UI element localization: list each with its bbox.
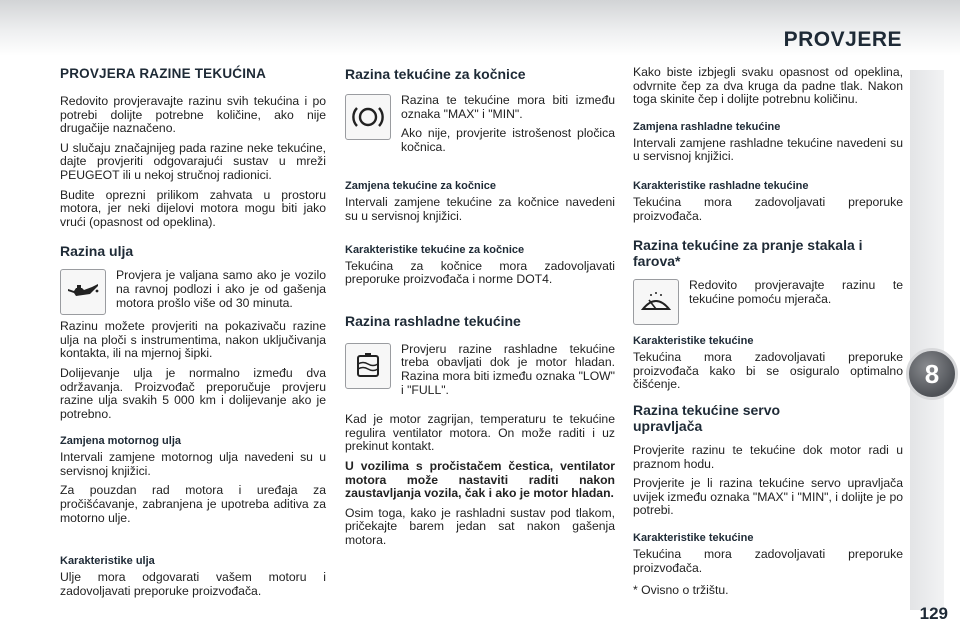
steering-spec-heading: Karakteristike tekućine [633, 531, 754, 544]
footnote: * Ovisno o tržištu. [633, 583, 729, 598]
column-1 [60, 62, 326, 604]
oil-icon-text: Provjera je valjana samo ako je vozilo na ravnoj podlozi i ako je od gašenja motora prošlo više od 30 minuta. [116, 268, 326, 310]
intro-paragraph: Redovito provjeravajte razinu svih tekućina i po potrebi dolijte potrebne količine, ako nije drugačije naznačeno. [60, 94, 326, 136]
brake-icon-text: Razina te tekućine mora biti između oznaka "MAX" i "MIN". [401, 93, 615, 121]
oil-change-paragraph: Intervali zamjene motornog ulja navedeni su u servisnoj knjižici. [60, 450, 326, 478]
oil-paragraph: Razinu možete provjeriti na pokazivaču razine ulja na ploči s instrumentima, nakon uključivanja kontakta, ili na mjernoj šipki. [60, 319, 326, 361]
coolant-change-paragraph: Intervali zamjene rashladne tekućine navedeni su u servisnoj knjižici. [633, 135, 903, 164]
sidebar-strip [910, 70, 944, 610]
oil-icon-row [60, 269, 326, 316]
washer-spec-heading: Karakteristike tekućine [633, 335, 754, 348]
washer-icon-row [633, 279, 903, 325]
brake-icon-text: Ako nije, provjerite istrošenost pločica kočnica. [401, 126, 615, 154]
washer-icon-text: Redovito provjeravajte razinu te tekućine pomoću mjerača. [689, 278, 903, 306]
column-2 [345, 62, 615, 553]
coolant-heading: Razina rashladne tekućine [345, 312, 521, 329]
coolant-warning: U vozilima s pročistačem čestica, ventilator motora može nastaviti raditi nakon zaustavljanja vozila, čak i ako je motor hladan. [345, 458, 615, 501]
coolant-paragraph: Kad je motor zagrijan, temperaturu te tekućine regulira ventilator motora. On može raditi i uz prekinut kontakt. [345, 412, 615, 454]
brake-icon-row [345, 94, 615, 160]
coolant-spec-heading: Karakteristike rashladne tekućine [633, 179, 809, 192]
coolant-spec-paragraph: Tekućina mora zadovoljavati preporuke proizvođača. [633, 194, 903, 223]
brake-warning-icon [345, 94, 391, 140]
oil-can-icon [60, 269, 106, 315]
page-number: 129 [919, 604, 948, 623]
steering-paragraph: Provjerite razinu te tekućine dok motor radi u praznom hodu. [633, 442, 903, 471]
steering-heading: Razina tekućine servo upravljača [633, 401, 781, 434]
section-title: PROVJERA RAZINE TEKUĆINA [60, 66, 267, 81]
coolant-tank-icon [345, 343, 391, 389]
steering-paragraph: Provjerite je li razina tekućine servo upravljača uvijek između oznaka "MAX" i "MIN", i dolijte je po potrebi. [633, 476, 903, 518]
brake-spec-heading: Karakteristike tekućine za kočnice [345, 243, 525, 256]
windscreen-washer-icon [633, 279, 679, 325]
coolant-paragraph: Osim toga, kako je rashladni sustav pod tlakom, pričekajte barem jedan sat nakon gašenja motora. [345, 505, 615, 547]
oil-change-paragraph: Za pouzdan rad motora i uređaja za pročišćavanje, zabranjena je upotreba aditiva za motorno ulje. [60, 483, 326, 525]
brake-change-heading: Zamjena tekućine za kočnice [345, 180, 497, 193]
chapter-number: 8 [924, 358, 940, 389]
steering-spec-paragraph: Tekućina mora zadovoljavati preporuke proizvođača. [633, 546, 903, 575]
intro-paragraph: Budite oprezni prilikom zahvata u prostoru motora, jer neki dijelovi motora mogu biti jako vrući (opasnost od opeklina). [60, 187, 326, 229]
oil-paragraph: Dolijevanje ulja je normalno između dva održavanja. Proizvođač preporučuje provjeru razine ulja svakih 5 000 km i dolijevanje ako je potrebno. [60, 365, 326, 421]
column-3 [633, 66, 903, 597]
oil-change-heading: Zamjena motornog ulja [60, 435, 182, 448]
coolant-continued-paragraph: Kako biste izbjegli svaku opasnost od opeklina, odvrnite čep za dva kruga da padne tlak. Nakon toga skinite čep i dolijte potrebnu količinu. [633, 65, 903, 107]
washer-spec-paragraph: Tekućina mora zadovoljavati preporuke proizvođača kako bi se osiguralo optimalno čišćenje. [633, 350, 903, 392]
page-title: PROVJERE [783, 28, 902, 51]
brake-spec-paragraph: Tekućina za kočnice mora zadovoljavati preporuke proizvođača i norme DOT4. [345, 258, 615, 287]
brake-change-paragraph: Intervali zamjene tekućine za kočnice navedeni su u servisnoj knjižici. [345, 195, 615, 223]
coolant-icon-row [345, 343, 615, 403]
oil-heading: Razina ulja [60, 243, 134, 260]
oil-spec-paragraph: Ulje mora odgovarati vašem motoru i zadovoljavati preporuke proizvođača. [60, 570, 326, 598]
coolant-icon-text: Provjeru razine rashladne tekućine treba obavljati dok je motor hladan. Razina mora biti između oznaka "LOW" i "FULL". [401, 341, 615, 397]
oil-spec-heading: Karakteristike ulja [60, 555, 155, 568]
coolant-change-heading: Zamjena rashladne tekućine [633, 120, 781, 133]
brake-heading: Razina tekućine za kočnice [345, 66, 526, 82]
chapter-tab[interactable] [906, 348, 958, 400]
washer-heading: Razina tekućine za pranje stakala i farova* [633, 237, 863, 270]
intro-paragraph: U slučaju značajnijeg pada razine neke tekućine, dajte provjeriti odgovarajući sustav u mreži PEUGEOT ili u nekoj stručnoj radionici. [60, 140, 326, 182]
